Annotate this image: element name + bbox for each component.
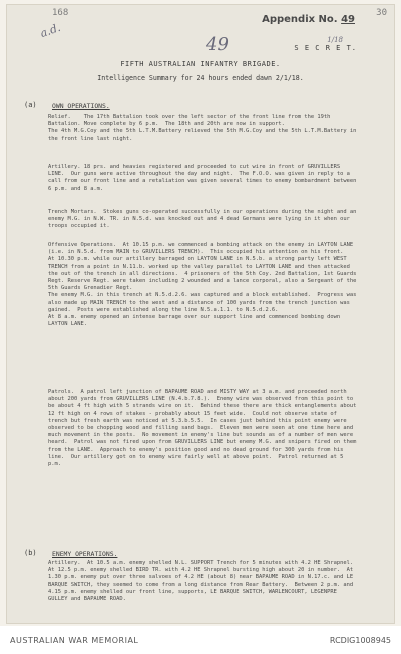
- handwritten-date: 1/18: [327, 36, 343, 44]
- archive-name: AUSTRALIAN WAR MEMORIAL: [10, 636, 139, 645]
- section-marker: (a): [24, 101, 37, 109]
- paragraph-enemy-artillery: Artillery. At 10.5 a.m. enemy shelled N.L. SUPPORT Trench for 5 minutes with 4.2 HE Shrapnel. At 12.5 p.m. enemy shelled BIRD TR. with 4.2 HE Shrapnel bursting high about 20 in number. At 1.30 p.m. enemy put over three salvoes of 4.2 HE (about 8) near BAPAUME ROAD in N.17.c. and LE BARQUE SWITCH, they seemed to come from a long distance from Rear Battery. Between 2 p.m. and 4.15 p.m. enemy shelled our front line, supports, LE BARQUE SWITCH, WARLENCOURT, LEGENPRE GULLEY and BAPAUME ROAD.: [48, 560, 360, 603]
- section-heading: ENEMY OPERATIONS.: [52, 550, 118, 558]
- paragraph-offensive-operations: Offensive Operations. At 10.15 p.m. we commenced a bombing attack on the enemy in LAYTON LANE (i.e. in N.5.d. from MAIN to GRUVILLERS TRENCH). This occupied his attention on his front. At 10.30 p.m. while our artillery barraged on LAYTON LANE in N.5.b. a strong party left WEST TRENCH from a point in N.11.b. worked up the valley parallel to LAYTON LANE and then attacked the out of the trench in all directions. 4 prisoners of the 5th Coy. 2nd Battalion, 1st Guards Regt. Reserve Regt. were taken including 2 wounded and a lance corporal, also a Sergeant of the 5th Guards Grenadier Regt. The enemy M.G. in this trench at N.5.d.2.6. was captured and a block established. Progress was also made up MAIN TRENCH to the west and a distance of 100 yards from the trench junction was gained. Posts were established along the line N.5.a.1.1. to N.5.d.2.6. At 8 a.m. enemy opened an intense barrage over our support line and commenced bombing down LAYTON LANE.: [48, 242, 357, 328]
- paragraph-patrols: Patrols. A patrol left junction of BAPAUME ROAD and MISTY WAY at 3 a.m. and proceeded north about 200 yards from GRUVILLERS LINE (N.4.b.7.8.). Enemy wire was observed from this point to be about 4 ft high with 5 strands wire on it. Behind these there are thick entanglements about 12 ft high on 4 rows of stakes - probably about 15 feet wide. Could not observe state of trench but fresh earth was noticed at 5.3.b.5.5. In cases just behind this point enemy were observed to be chopping wood and filling sand bags. Eleven men were seen at one time here and much movement in the posts. No movement in enemy's line but sounds as of a number of men were heard. Patrol was not fired upon from GRUVILLERS LINE but enemy M.G. and snipers fired on them from the LANE. Approach to enemy's position good and no dead ground for 300 yards from his line. Our artillery got on to enemy wire fairly well at above point. Patrol returned at 5 p.m.: [48, 389, 360, 468]
- document-page: [6, 4, 395, 624]
- appendix-number: 49: [341, 14, 355, 25]
- section-marker: (b): [24, 549, 37, 557]
- archive-reference-id: RCDIG1008945: [329, 636, 391, 645]
- page-corner-number-left: 168: [52, 8, 69, 18]
- handwritten-scribble: a.d.: [38, 20, 63, 41]
- appendix-stamp: [262, 14, 355, 25]
- appendix-label: Appendix No.: [262, 14, 338, 25]
- paragraph-relief: Relief. The 17th Battalion took over the left sector of the front line from the 19th Battalion. Move complete by 6 p.m. The 18th and 20th are now in support. The 4th M.G.Coy and the 5th L.T.M.Battery relieved the 5th M.G.Coy and the 5th L.T.M.Battery in the front line last night.: [48, 114, 357, 142]
- paragraph-artillery: Artillery. 18 prs. and heavies registered and proceeded to cut wire in front of GRUVILLERS LINE. Our guns were active throughout the day and night. The F.O.O. was given in reply to a call from our front line and a retaliation was given several times to enemy bombardment between 6 p.m. and 8 a.m.: [48, 164, 360, 192]
- page-corner-number-right: 30: [376, 8, 387, 18]
- archive-footer: [0, 626, 401, 654]
- paragraph-trench-mortars: Trench Mortars. Stokes guns co-operated successfully in our operations during the night and an enemy M.G. in N.W. TR. in N.5.d. was knocked out and 4 dead Germans were lying in it when our troops occupied it.: [48, 209, 360, 230]
- section-heading: OWN OPERATIONS.: [52, 102, 110, 110]
- document-subtitle: Intelligence Summary for 24 hours ended dawn 2/1/18.: [97, 74, 304, 82]
- document-title: FIFTH AUSTRALIAN INFANTRY BRIGADE.: [120, 60, 281, 68]
- classification-label: S E C R E T.: [294, 44, 357, 52]
- handwritten-number: 49: [206, 34, 229, 55]
